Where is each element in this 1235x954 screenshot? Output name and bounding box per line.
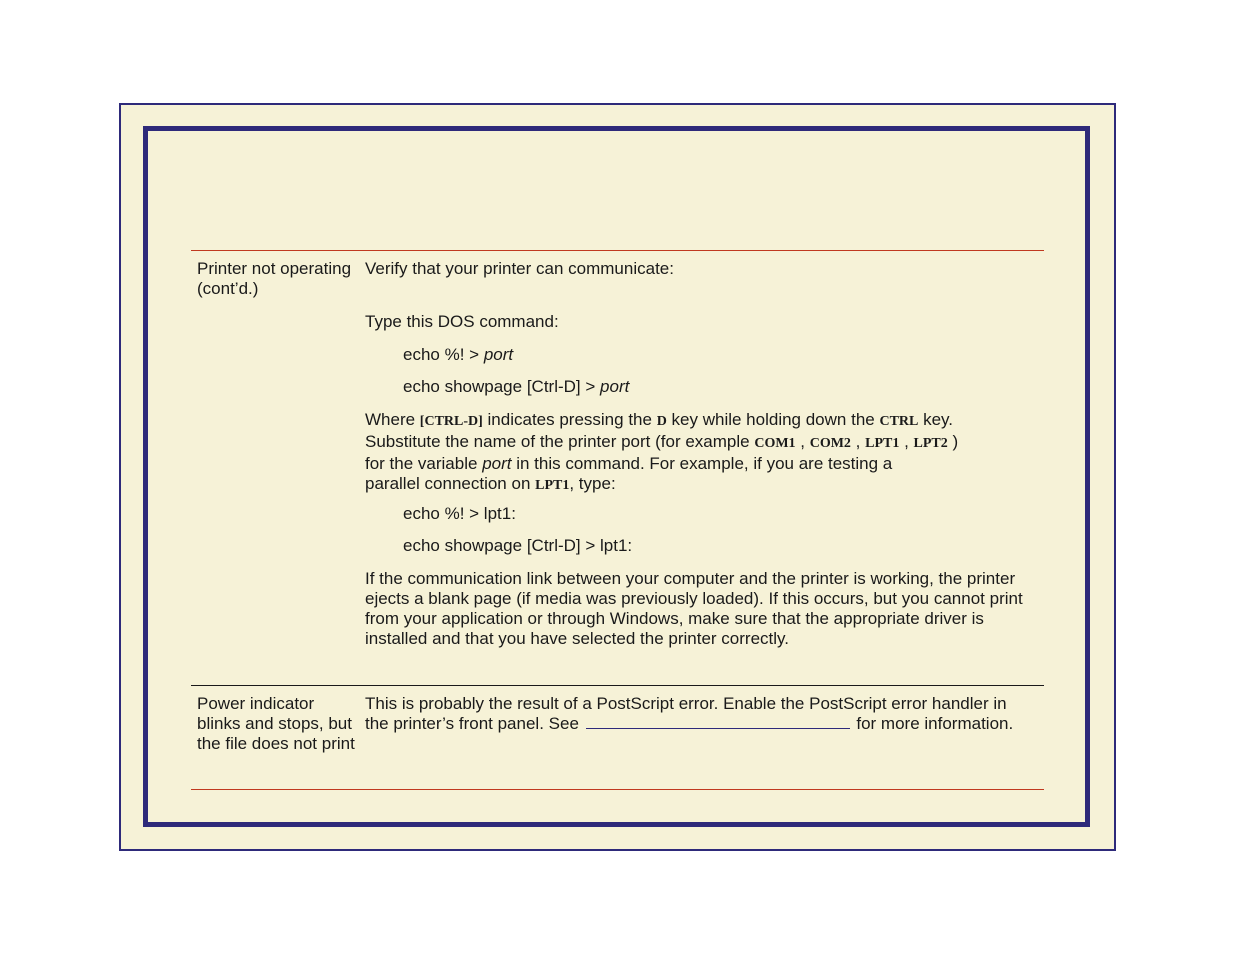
command-text: echo %! > — [403, 345, 480, 364]
table-top-rule — [191, 250, 1044, 251]
key-ctrl-d: [CTRL-D] — [419, 414, 483, 429]
type-command-label: Type this DOS command: — [365, 312, 559, 331]
where-line-2: Substitute the name of the printer port (for example COM1 , COM2 , LPT1 , LPT2 ) — [365, 432, 959, 451]
port-com1: COM1 — [754, 436, 796, 451]
command-variable: port — [483, 345, 514, 364]
where-line-4: parallel connection on LPT1, type: — [365, 474, 616, 493]
solution-text-end: for more information. — [856, 714, 1014, 733]
command-echo-lpt1: echo %! > lpt1: — [403, 504, 516, 523]
where-line-1: Where [CTRL-D] indicates pressing the D key while holding down the CTRL key. — [365, 410, 953, 429]
reference-link[interactable] — [586, 714, 850, 729]
command-text: echo showpage [Ctrl-D] > — [403, 377, 596, 396]
problem-printer-not-operating: Printer not operating (cont’d.) — [197, 259, 352, 298]
command-showpage-lpt1: echo showpage [Ctrl-D] > lpt1: — [403, 536, 633, 555]
port-lpt2: LPT2 — [913, 436, 948, 451]
key-ctrl: CTRL — [879, 414, 919, 429]
port-lpt1-example: LPT1 — [535, 478, 570, 493]
verify-intro: Verify that your printer can communicate: — [365, 259, 674, 278]
solution-text: This is probably the result of a PostScript error. Enable the PostScript error handler in the printer’s front panel. See — [365, 694, 1007, 733]
where-line-3: for the variable port in this command. For example, if you are testing a — [365, 454, 893, 473]
command-echo-port — [403, 345, 513, 365]
where-paragraph — [365, 410, 1045, 496]
problem-power-indicator: Power indicator blinks and stops, but the file does not print — [197, 694, 355, 753]
key-d: D — [656, 414, 667, 429]
command-showpage-port — [403, 377, 629, 397]
table-bottom-rule — [191, 789, 1044, 790]
port-com2: COM2 — [809, 436, 851, 451]
port-lpt1: LPT1 — [865, 436, 900, 451]
row-divider — [191, 685, 1044, 686]
command-variable: port — [600, 377, 630, 396]
variable-port: port — [482, 454, 512, 473]
result-paragraph: If the communication link between your computer and the printer is working, the printer ejects a blank page (if media was previously loaded). If this occurs, but you cannot print from your application or through Windows, make sure that the appropriate driver is installed and that you have selected the printer correctly. — [365, 569, 1023, 648]
postscript-error-paragraph — [365, 694, 1029, 734]
